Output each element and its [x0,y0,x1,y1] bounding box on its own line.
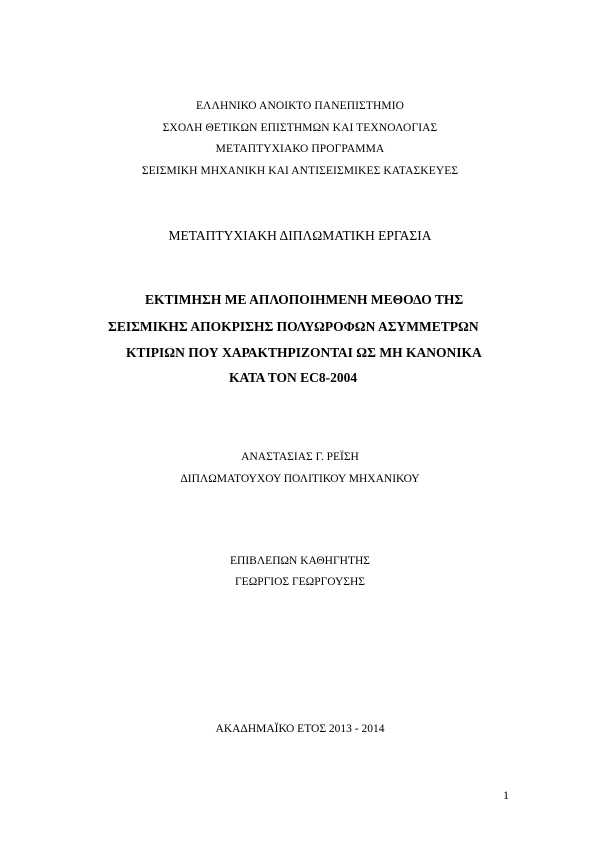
school-name: ΣΧΟΛΗ ΘΕΤΙΚΩΝ ΕΠΙΣΤΗΜΩΝ ΚΑΙ ΤΕΧΝΟΛΟΓΙΑΣ [162,122,438,134]
supervisor-label: ΕΠΙΒΛΕΠΩΝ ΚΑΘΗΓΗΤΗΣ [230,555,370,567]
thesis-title-line-2: ΣΕΙΣΜΙΚΗΣ ΑΠΟΚΡΙΣΗΣ ΠΟΛΥΩΡΟΦΩΝ ΑΣΥΜΜΕΤΡΩΝ [108,319,479,334]
document-type: ΜΕΤΑΠΤΥΧΙΑΚΗ ΔΙΠΛΩΜΑΤΙΚΗ ΕΡΓΑΣΙΑ [168,228,432,243]
thesis-title-line-1: ΕΚΤΙΜΗΣΗ ΜΕ ΑΠΛΟΠΟΙΗΜΕΝΗ ΜΕΘΟΔΟ ΤΗΣ [145,292,464,307]
thesis-title-line-3: ΚΤΙΡΙΩΝ ΠΟΥ ΧΑΡΑΚΤΗΡΙΖΟΝΤΑΙ ΩΣ ΜΗ ΚΑΝΟΝΙΚΑ [126,345,482,360]
program-name: ΜΕΤΑΠΤΥΧΙΑΚΟ ΠΡΟΓΡΑΜΜΑ [215,143,385,155]
specialization-name: ΣΕΙΣΜΙΚΗ ΜΗΧΑΝΙΚΗ ΚΑΙ ΑΝΤΙΣΕΙΣΜΙΚΕΣ ΚΑΤΑΣΚΕΥΕΣ [141,165,459,177]
author-name: ΑΝΑΣΤΑΣΙΑΣ Γ. ΡΕΪΣΗ [241,451,359,463]
supervisor-name: ΓΕΩΡΓΙΟΣ ΓΕΩΡΓΟΥΣΗΣ [235,576,365,588]
thesis-title-line-4: ΚΑΤΑ ΤΟΝ EC8-2004 [229,370,358,385]
author-title: ΔΙΠΛΩΜΑΤΟΥΧΟΥ ΠΟΛΙΤΙΚΟΥ ΜΗΧΑΝΙΚΟΥ [180,473,420,485]
academic-year: ΑΚΑΔΗΜΑΪΚΟ ΕΤΟΣ 2013 - 2014 [215,723,385,735]
page-number: 1 [503,788,509,802]
institution-name: ΕΛΛΗΝΙΚΟ ΑΝΟΙΚΤΟ ΠΑΝΕΠΙΣΤΗΜΙΟ [195,100,405,112]
